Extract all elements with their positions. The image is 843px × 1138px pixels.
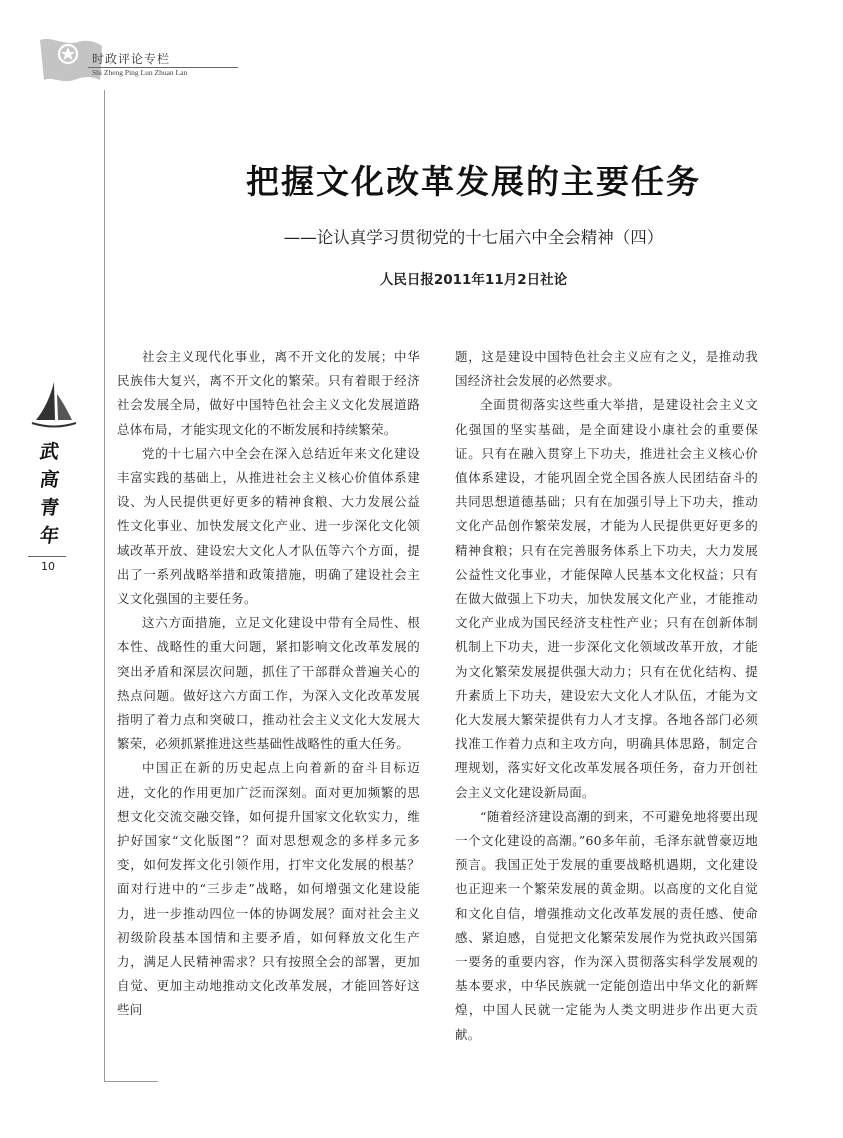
paragraph: 社会主义现代化事业，离不开文化的发展；中华民族伟大复兴，离不开文化的繁荣。只有着眼于经济社会发展全局，做好中国特色社会主义文化发展道路总体布局，才能实现文化的不断发展和持续繁荣。 xyxy=(117,349,420,437)
paragraph: 这六方面措施，立足文化建设中带有全局性、根本性、战略性的重大问题，紧扣影响文化改革发展的突出矛盾和深层次问题，抓住了干部群众普遍关心的热点问题。做好这六方面工作，为深入文化改革发展指明了着力点和突破口，推动社会主义文化大发展大繁荣，必须抓紧推进这些基础性战略性的重大任务。 xyxy=(117,615,420,752)
page-number: 10 xyxy=(41,560,55,573)
paragraph: 党的十七届六中全会在深入总结近年来文化建设丰富实践的基础上，从推进社会主义核心价值体系建设、为人民提供更好更多的精神食粮、大力发展公益性文化事业、加快发展文化产业、进一步深化文化领域改革开放、建设宏大文化人才队伍等六个方面，提出了一系列战略举措和政策措施，明确了建设社会主义文化强国的主要任务。 xyxy=(117,445,420,607)
paragraph: 全面贯彻落实这些重大举措，是建设社会主义文化强国的坚实基础，是全面建设小康社会的重要保证。只有在融入贯穿上下功夫，推进社会主义核心价值体系建设，才能巩固全党全国各族人民团结奋斗的共同思想道德基础；只有在加强引导上下功夫，推动文化产品创作繁荣发展，才能为人民提供更好更多的精神食粮；只有在完善服务体系上下功夫，大力发展公益性文化事业，才能保障人民基本文化权益；只有在做大做强上下功夫，加快发展文化产业，才能推动文化产业成为国民经济支柱性产业；只有在创新体制机制上下功夫，进一步深化文化领域改革开放，才能为文化繁荣发展提供强大动力；只有在优化结构、提升素质上下功夫，建设宏大文化人才队伍，才能为文化大发展大繁荣提供有力人才支撑。各地各部门必须找准工作着力点和主攻方向，明确具体思路，制定合理规划，落实好文化改革发展各项任务，奋力开创社会主义文化建设新局面。 xyxy=(455,397,758,800)
article-source: 人民日报2011年11月2日社论 xyxy=(379,272,568,288)
brand-char: 武 xyxy=(38,441,62,463)
paragraph: 中国正在新的历史起点上向着新的奋斗目标迈进，文化的作用更加广泛而深刻。面对更加频繁的思想文化交流交融交锋，如何提升国家文化软实力，维护好国家“文化版图”？面对思想观念的多样多元多变，如何发挥文化引领作用，打牢文化发展的根基？面对行进中的“三步走”战略，如何增强文化建设能力，进一步推动四位一体的协调发展？面对社会主义初级阶段基本国情和主要矛盾，如何释放文化生产力，满足人民精神需求？只有按照全会的部署，更加自觉、更加主动地推动文化改革发展，才能回答好这些问 xyxy=(117,760,420,1018)
brand-char: 高 xyxy=(38,469,62,491)
bottom-rule xyxy=(104,1081,158,1082)
magazine-brand xyxy=(38,438,62,550)
brand-char: 年 xyxy=(38,525,62,547)
brand-char: 青 xyxy=(38,497,62,519)
paragraph: 题，这是建设中国特色社会主义应有之义，是推动我国经济社会发展的必然要求。 xyxy=(455,349,758,389)
column-pinyin: Shi Zheng Ping Lun Zhuan Lan xyxy=(92,68,188,77)
article-subtitle: ——论认真学习贯彻党的十七届六中全会精神（四） xyxy=(283,228,664,247)
article-title: 把握文化改革发展的主要任务 xyxy=(246,162,701,201)
page-number-rule xyxy=(28,556,66,557)
left-column xyxy=(117,345,420,1023)
column-title: 时政评论专栏 xyxy=(92,52,171,66)
sailboat-icon xyxy=(28,380,80,432)
paragraph: “随着经济建设高潮的到来，不可避免地将要出现一个文化建设的高潮。”60多年前，毛泽东就曾豪迈地预言。我国正处于发展的重要战略机遇期，文化建设也正迎来一个繁荣发展的黄金期。以高度的文化自觉和文化自信，增强推动文化改革发展的责任感、使命感、紧迫感，自觉把文化繁荣发展作为党执政兴国第一要务的重要内容，作为深入贯彻落实科学发展观的基本要求，中华民族就一定能创造出中华文化的新辉煌，中国人民就一定能为人类文明进步作出更大贡献。 xyxy=(455,808,758,1042)
right-column xyxy=(455,345,758,1047)
